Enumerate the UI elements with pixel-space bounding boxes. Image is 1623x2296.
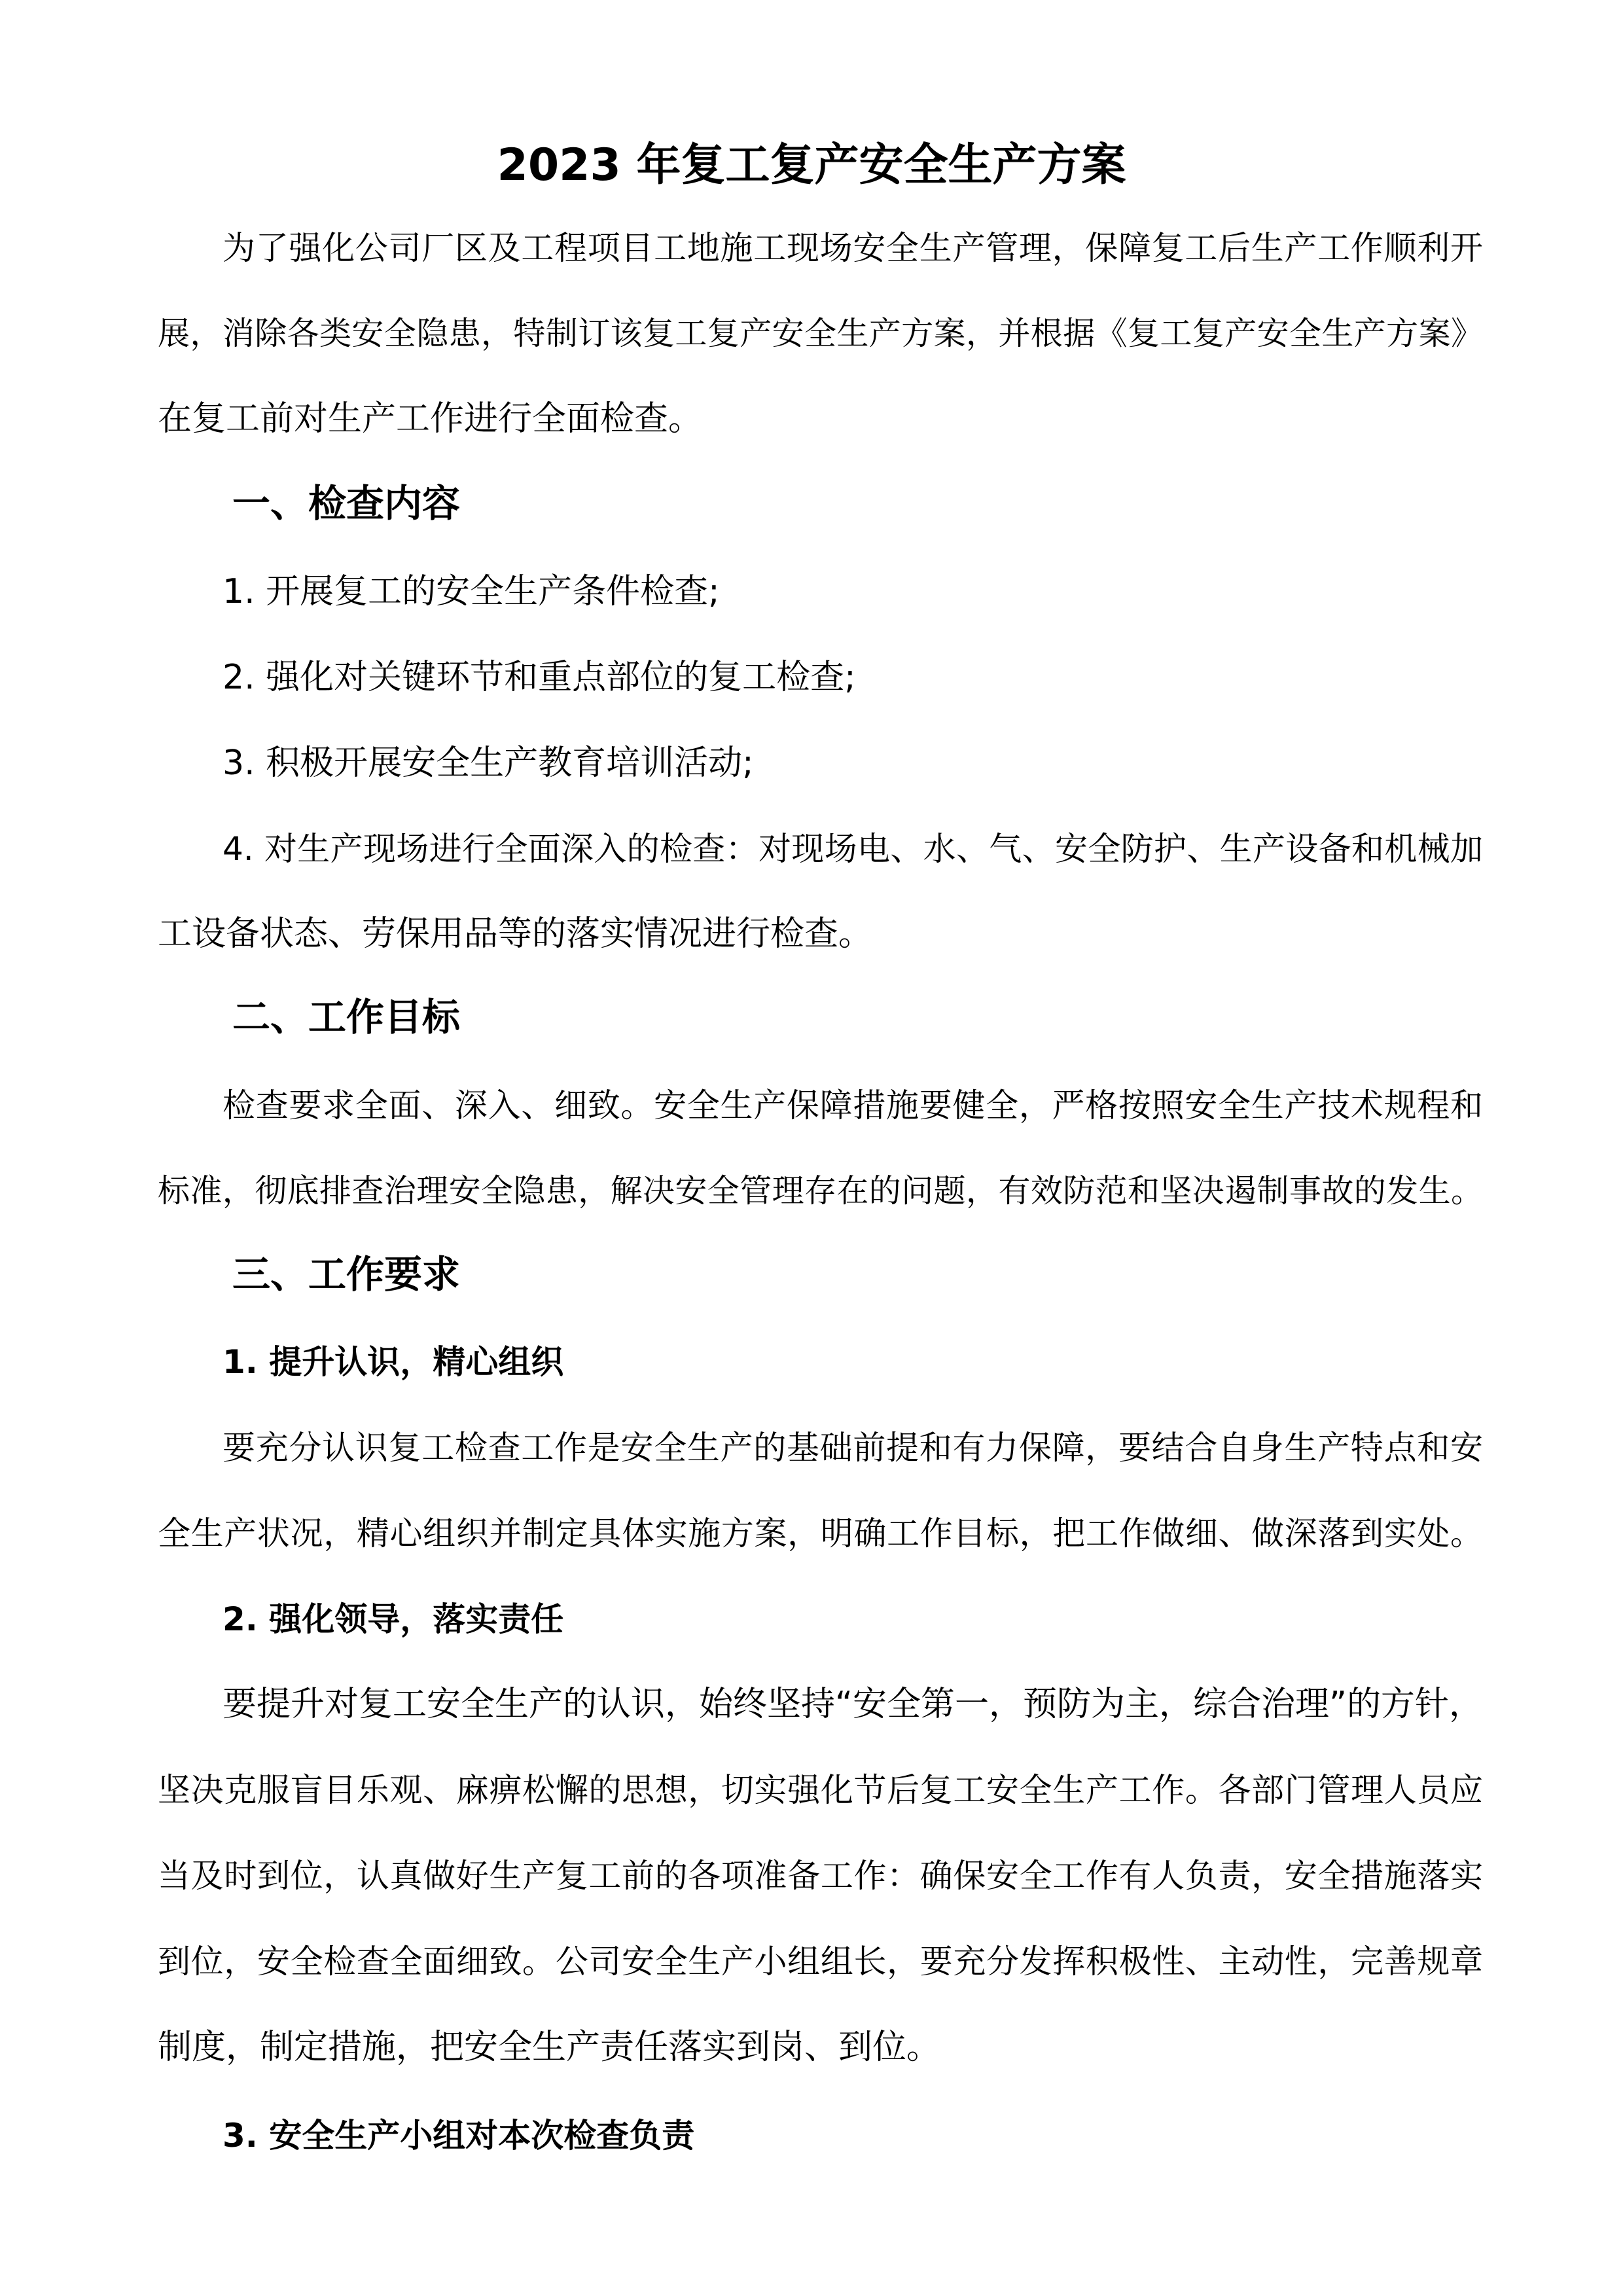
- section1-item-4-line-2: 工设备状态、劳保用品等的落实情况进行检查。: [158, 914, 873, 954]
- section2-line-2: 标准，彻底排查治理安全隐患，解决安全管理存在的问题，有效防范和坚决遏制事故的发生。: [158, 1172, 1483, 1210]
- intro-line-3: 在复工前对生产工作进行全面检查。: [158, 399, 703, 439]
- section1-item-1: 1. 开展复工的安全生产条件检查;: [223, 572, 720, 611]
- sub2-line-1: 要提升对复工安全生产的认识，始终坚持“安全第一，预防为主，综合治理”的方针，: [223, 1685, 1483, 1724]
- intro-line-1: 为了强化公司厂区及工程项目工地施工现场安全生产管理，保障复工后生产工作顺利开: [223, 229, 1483, 267]
- section3-sub1-heading: 1. 提升认识，精心组织: [223, 1343, 564, 1381]
- section1-item-3: 3. 积极开展安全生产教育培训活动;: [223, 744, 754, 783]
- intro-line-2: 展，消除各类安全隐患，特制订该复工复产安全生产方案，并根据《复工复产安全生产方案》: [158, 315, 1483, 352]
- section2-line-1: 检查要求全面、深入、细致。安全生产保障措施要健全，严格按照安全生产技术规程和: [223, 1086, 1483, 1124]
- sub1-line-2: 全生产状况，精心组织并制定具体实施方案，明确工作目标，把工作做细、做深落到实处。: [158, 1515, 1483, 1552]
- section1-item-4-line-1: 4. 对生产现场进行全面深入的检查：对现场电、水、气、安全防护、生产设备和机械加: [223, 830, 1483, 868]
- section2-heading: 二、工作目标: [232, 995, 461, 1039]
- section3-heading: 三、工作要求: [232, 1252, 461, 1297]
- section1-item-2: 2. 强化对关键环节和重点部位的复工检查;: [223, 658, 856, 697]
- sub2-line-5: 制度，制定措施，把安全生产责任落实到岗、到位。: [158, 2028, 941, 2067]
- section1-heading: 一、检查内容: [232, 481, 461, 526]
- sub1-line-1: 要充分认识复工检查工作是安全生产的基础前提和有力保障，要结合自身生产特点和安: [223, 1429, 1483, 1467]
- section3-sub2-heading: 2. 强化领导，落实责任: [223, 1600, 564, 1638]
- sub2-line-3: 当及时到位，认真做好生产复工前的各项准备工作：确保安全工作有人负责，安全措施落实: [158, 1857, 1483, 1895]
- document-title: 2023 年复工复产安全生产方案: [497, 139, 1126, 191]
- section3-sub3-heading: 3. 安全生产小组对本次检查负责: [223, 2117, 695, 2155]
- sub2-line-4: 到位，安全检查全面细致。公司安全生产小组组长，要充分发挥积极性、主动性，完善规章: [158, 1943, 1483, 1981]
- sub2-line-2: 坚决克服盲目乐观、麻痹松懈的思想，切实强化节后复工安全生产工作。各部门管理人员应: [158, 1771, 1483, 1809]
